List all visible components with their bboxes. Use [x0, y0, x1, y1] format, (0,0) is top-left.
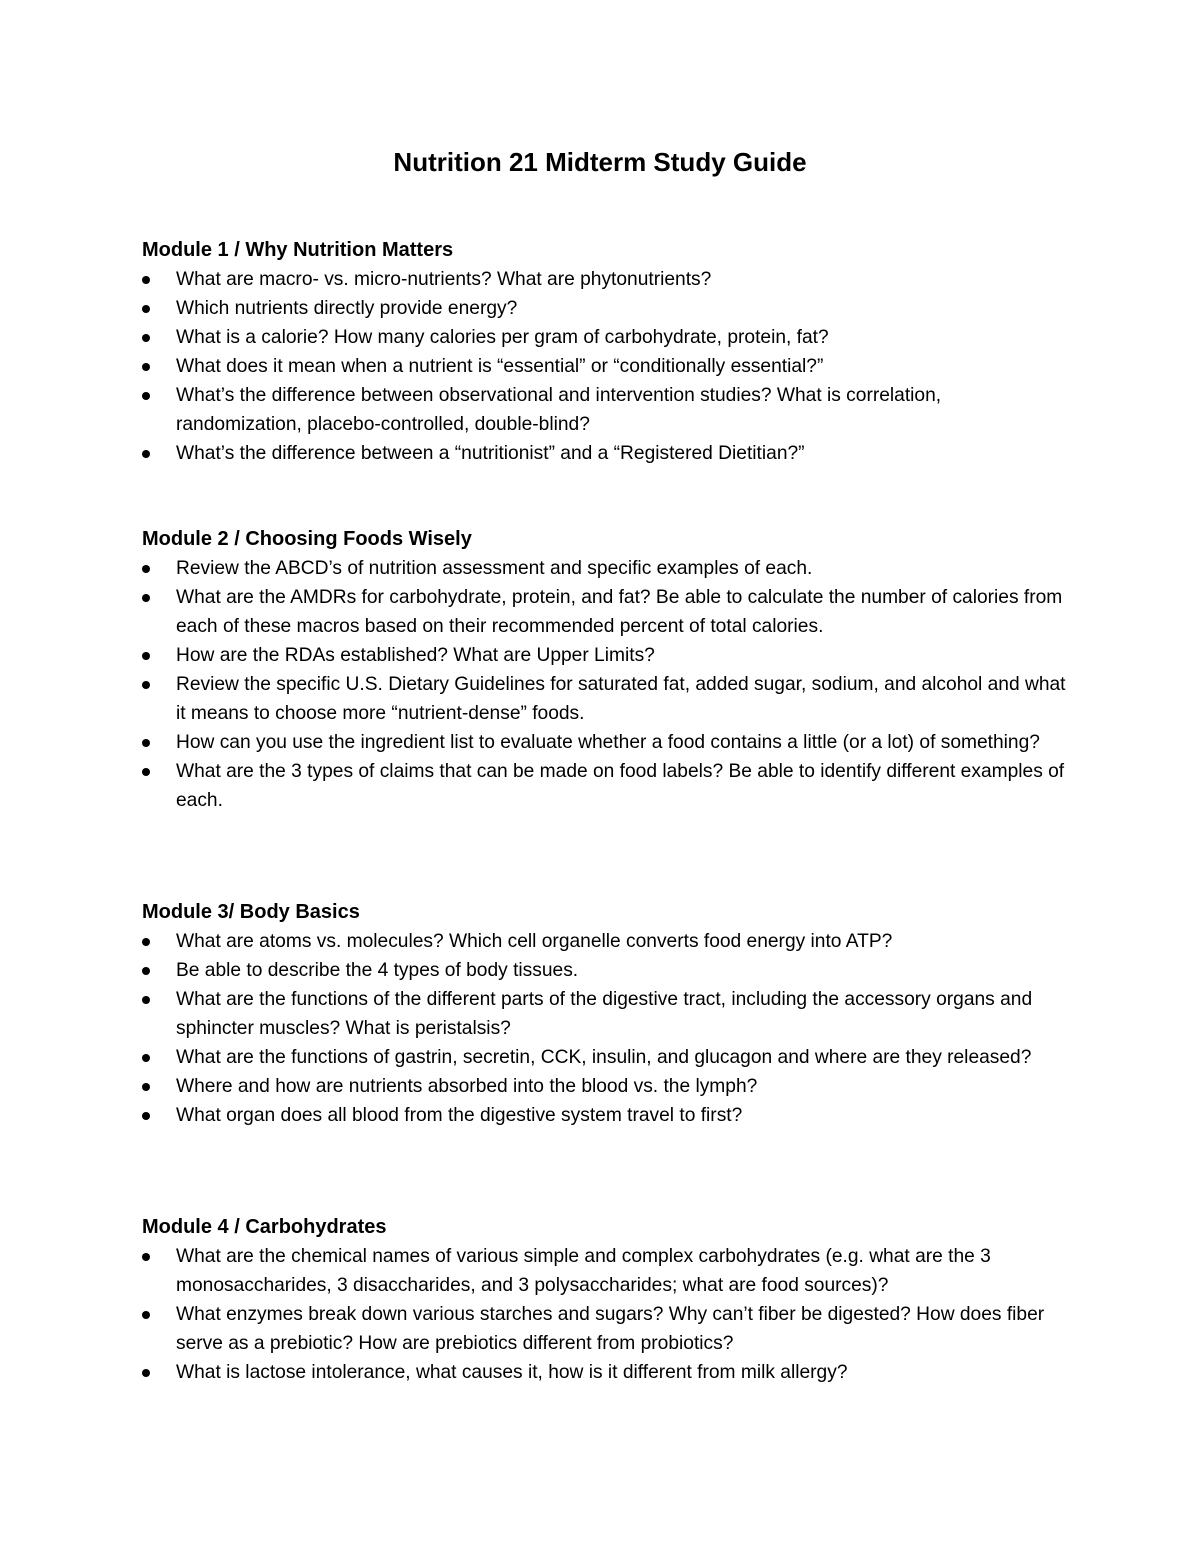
list-item: How can you use the ingredient list to evaluate whether a food contains a little (or a lot) of something? — [142, 728, 1072, 757]
list-item: What are the functions of gastrin, secretin, CCK, insulin, and glucagon and where are they released? — [142, 1043, 1072, 1072]
list-item: Which nutrients directly provide energy? — [142, 294, 1072, 323]
module-heading: Module 1 / Why Nutrition Matters — [142, 239, 454, 261]
module-2 — [142, 525, 1072, 815]
list-item: What does it mean when a nutrient is “essential” or “conditionally essential?” — [142, 352, 1072, 381]
module-heading: Module 2 / Choosing Foods Wisely — [142, 528, 472, 550]
bullet-icon — [142, 768, 150, 776]
bullet-icon — [142, 565, 150, 573]
list-item: What’s the difference between observational and intervention studies? What is correlation, randomization, placebo-controlled, double-blind? — [142, 381, 1072, 439]
question-list — [142, 1242, 1072, 1387]
document-title: Nutrition 21 Midterm Study Guide — [393, 147, 807, 177]
list-item: What is a calorie? How many calories per gram of carbohydrate, protein, fat? — [142, 323, 1072, 352]
bullet-icon — [142, 938, 150, 946]
bullet-icon — [142, 276, 150, 284]
bullet-icon — [142, 681, 150, 689]
list-item: What are the 3 types of claims that can be made on food labels? Be able to identify different examples of each. — [142, 757, 1072, 815]
bullet-icon — [142, 1083, 150, 1091]
question-list — [142, 265, 1072, 468]
list-item: What are atoms vs. molecules? Which cell organelle converts food energy into ATP? — [142, 927, 1072, 956]
list-item: How are the RDAs established? What are Upper Limits? — [142, 641, 1072, 670]
list-item: What enzymes break down various starches and sugars? Why can’t fiber be digested? How does fiber serve as a prebiotic? How are prebiotics different from probiotics? — [142, 1300, 1072, 1358]
bullet-icon — [142, 334, 150, 342]
bullet-icon — [142, 652, 150, 660]
module-4 — [142, 1213, 1072, 1387]
list-item: Review the ABCD’s of nutrition assessment and specific examples of each. — [142, 554, 1072, 583]
question-list — [142, 554, 1072, 815]
module-heading: Module 3/ Body Basics — [142, 901, 360, 923]
bullet-icon — [142, 594, 150, 602]
bullet-icon — [142, 392, 150, 400]
list-item: What are the chemical names of various simple and complex carbohydrates (e.g. what are the 3 monosaccharides, 3 disaccharides, and 3 polysaccharides; what are food sources)? — [142, 1242, 1072, 1300]
module-1 — [142, 236, 1072, 468]
module-heading: Module 4 / Carbohydrates — [142, 1216, 387, 1238]
list-item: What organ does all blood from the digestive system travel to first? — [142, 1101, 1072, 1130]
bullet-icon — [142, 305, 150, 313]
bullet-icon — [142, 967, 150, 975]
bullet-icon — [142, 739, 150, 747]
bullet-icon — [142, 1311, 150, 1319]
bullet-icon — [142, 1369, 150, 1377]
list-item: Review the specific U.S. Dietary Guidelines for saturated fat, added sugar, sodium, and alcohol and what it means to choose more “nutrient-dense” foods. — [142, 670, 1072, 728]
list-item: What are macro- vs. micro-nutrients? What are phytonutrients? — [142, 265, 1072, 294]
list-item: Be able to describe the 4 types of body tissues. — [142, 956, 1072, 985]
module-3 — [142, 898, 1072, 1130]
list-item: What are the AMDRs for carbohydrate, protein, and fat? Be able to calculate the number of calories from each of these macros based on their recommended percent of total calories. — [142, 583, 1072, 641]
bullet-icon — [142, 363, 150, 371]
bullet-icon — [142, 450, 150, 458]
question-list — [142, 927, 1072, 1130]
bullet-icon — [142, 996, 150, 1004]
list-item: Where and how are nutrients absorbed into the blood vs. the lymph? — [142, 1072, 1072, 1101]
bullet-icon — [142, 1253, 150, 1261]
list-item: What are the functions of the different parts of the digestive tract, including the accessory organs and sphincter muscles? What is peristalsis? — [142, 985, 1072, 1043]
list-item: What’s the difference between a “nutritionist” and a “Registered Dietitian?” — [142, 439, 1072, 468]
bullet-icon — [142, 1054, 150, 1062]
bullet-icon — [142, 1112, 150, 1120]
list-item: What is lactose intolerance, what causes it, how is it different from milk allergy? — [142, 1358, 1072, 1387]
